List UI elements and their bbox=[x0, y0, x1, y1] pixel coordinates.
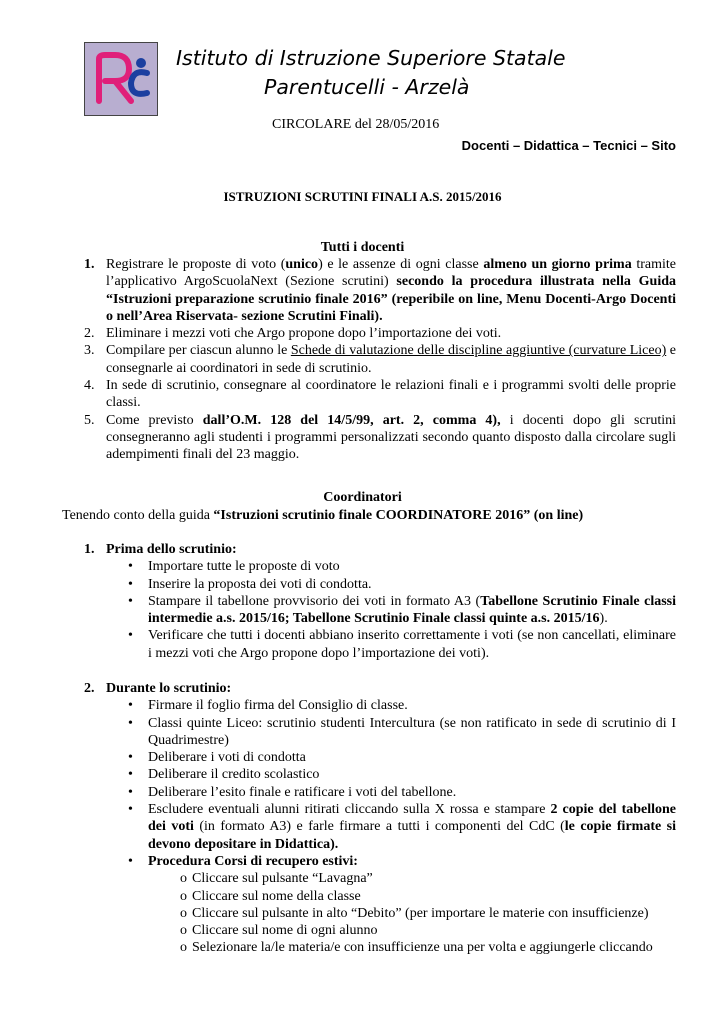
bullet-icon: • bbox=[128, 628, 133, 644]
bullet-item bbox=[84, 627, 676, 662]
circle-bullet-icon: o bbox=[180, 940, 187, 956]
text-run: Inserire la proposta dei voti di condotta. bbox=[148, 576, 372, 592]
docenti-list-item bbox=[84, 256, 676, 325]
text-run: (in formato A3) e farle firmare a tutti i componenti del CdC ( bbox=[193, 819, 565, 835]
bullet-item bbox=[84, 593, 676, 628]
sub-bullet-text: Cliccare sul nome della classe bbox=[192, 888, 361, 904]
section-title-text: Prima dello scrutinio: bbox=[106, 542, 237, 557]
text-run: Tabellone Scrutinio Finale classi intermedie a.s. 2015/16; Tabellone Scrutinio Finale classi quinte a.s. 2015/16 bbox=[148, 593, 676, 627]
bullet-icon: • bbox=[128, 593, 133, 609]
circle-bullet-icon: o bbox=[180, 923, 187, 939]
circle-bullet-icon: o bbox=[180, 905, 187, 921]
bullet-icon: • bbox=[128, 559, 133, 575]
text-run: In sede di scrutinio, consegnare al coordinatore le relazioni finali e i programmi svolti delle proprie classi. bbox=[106, 378, 676, 411]
sub-bullet-text: Cliccare sul nome di ogni alunno bbox=[192, 923, 378, 939]
bullet-icon: • bbox=[128, 784, 133, 800]
circolare-date: CIRCOLARE del 28/05/2016 bbox=[272, 117, 440, 132]
text-run: Classi quinte Liceo: scrutinio studenti Intercultura (se non ratificato in sede di scrutinio di I Quadrimestre) bbox=[148, 715, 676, 748]
bullet-icon: • bbox=[128, 853, 133, 869]
text-run: “Istruzioni scrutinio finale COORDINATORE 2016” (on line) bbox=[213, 508, 584, 523]
docenti-list-item bbox=[84, 325, 676, 342]
text-run: Firmare il foglio firma del Consiglio di classe. bbox=[148, 698, 408, 714]
bullet-icon: • bbox=[128, 576, 133, 592]
bullet-item bbox=[84, 784, 676, 801]
text-run: Deliberare i voti di condotta bbox=[148, 750, 306, 766]
document-title: ISTRUZIONI SCRUTINI FINALI A.S. 2015/2016 bbox=[223, 189, 502, 204]
sub-bullet-item bbox=[84, 939, 676, 956]
bullet-icon: • bbox=[128, 715, 133, 731]
bullet-list bbox=[84, 558, 676, 662]
institute-name bbox=[176, 44, 566, 102]
text-run: Eliminare i mezzi voti che Argo propone dopo l’importazione dei voti. bbox=[106, 326, 502, 342]
text-run: e consegnarle ai coordinatori in sede di scrutinio. bbox=[106, 343, 676, 376]
sub-bullet-item bbox=[84, 870, 676, 887]
text-run: Registrare le proposte di voto ( bbox=[106, 257, 286, 272]
bullet-icon: • bbox=[128, 698, 133, 714]
bullet-item bbox=[84, 853, 676, 870]
text-run: ) e le assenze di ogni classe bbox=[318, 257, 484, 272]
bullet-item bbox=[84, 801, 676, 853]
text-run: Importare tutte le proposte di voto bbox=[148, 559, 340, 575]
list-number: 4. bbox=[84, 378, 95, 394]
bullet-item bbox=[84, 715, 676, 750]
bullet-icon: • bbox=[128, 750, 133, 766]
bullet-list bbox=[84, 697, 676, 870]
section-number: 2. bbox=[84, 681, 95, 696]
text-run: Stampare il tabellone provvisorio dei voti in formato A3 ( bbox=[148, 593, 481, 609]
bullet-item bbox=[84, 749, 676, 766]
list-number: 3. bbox=[84, 343, 95, 359]
text-run: i docenti dopo gli scrutini consegneranno agli studenti i programmi personalizzati secondo quanto disposto dalla circolare sugli adempimenti finali del 23 maggio. bbox=[106, 412, 676, 463]
sub-bullet-text: Selezionare la/le materia/e con insufficienze una per volta e aggiungerle cliccando bbox=[192, 940, 653, 956]
text-run: ). bbox=[599, 611, 608, 627]
docenti-list-item bbox=[84, 342, 676, 377]
school-logo bbox=[84, 42, 158, 116]
bullet-icon: • bbox=[128, 802, 133, 818]
text-run: Deliberare il credito scolastico bbox=[148, 767, 320, 783]
list-number: 5. bbox=[84, 412, 95, 428]
bullet-icon: • bbox=[128, 767, 133, 783]
coordinatori-intro bbox=[62, 507, 583, 524]
bullet-item bbox=[84, 697, 676, 714]
text-run: Escludere eventuali alunni ritirati cliccando sulla X rossa e stampare bbox=[148, 802, 551, 818]
docenti-list-item bbox=[84, 377, 676, 412]
text-run: dall’O.M. 128 del 14/5/99, art. 2, comma 4), bbox=[202, 412, 501, 428]
institute-line1: Istituto di Istruzione Superiore Statale bbox=[176, 46, 566, 70]
sub-bullet-item bbox=[84, 888, 676, 905]
institute-line2: Parentucelli - Arzelà bbox=[264, 75, 470, 99]
sub-bullet-text: Cliccare sul pulsante “Lavagna” bbox=[192, 871, 373, 887]
text-run: Schede di valutazione delle discipline aggiuntive (curvature Liceo) bbox=[290, 343, 667, 359]
sub-bullet-item bbox=[84, 922, 676, 939]
circle-bullet-icon: o bbox=[180, 888, 187, 904]
section-title-text: Durante lo scrutinio: bbox=[106, 681, 232, 696]
text-run: le copie firmate si devono depositare in Didattica). bbox=[148, 819, 676, 852]
text-run: Compilare per ciascun alunno le bbox=[106, 343, 291, 359]
audience-line: Docenti – Didattica – Tecnici – Sito bbox=[461, 138, 676, 153]
sub-bullet-item bbox=[84, 905, 676, 922]
bullet-item bbox=[84, 558, 676, 575]
coordinatori-section bbox=[84, 541, 676, 662]
text-run: tramite l’applicativo ArgoScuolaNext (Sezione scrutini) bbox=[106, 257, 676, 290]
sub-bullet-list bbox=[84, 870, 676, 956]
text-run: Procedura Corsi di recupero estivi: bbox=[148, 853, 358, 869]
text-run: Deliberare l’esito finale e ratificare i voti del tabellone. bbox=[148, 784, 457, 800]
logo-graphic bbox=[85, 43, 157, 115]
docenti-list bbox=[84, 256, 676, 464]
docenti-list-item bbox=[84, 412, 676, 464]
section-heading-coordinatori: Coordinatori bbox=[323, 490, 402, 505]
bullet-item bbox=[84, 576, 676, 593]
bullet-item bbox=[84, 766, 676, 783]
section-title bbox=[84, 541, 676, 558]
text-run: Come previsto bbox=[106, 412, 203, 428]
logo-dot bbox=[136, 58, 146, 68]
text-run: 2 copie del tabellone dei voti bbox=[148, 802, 677, 835]
section-number: 1. bbox=[84, 542, 95, 557]
section-title bbox=[84, 680, 676, 697]
section-heading-docenti: Tutti i docenti bbox=[320, 240, 405, 255]
coordinatori-section bbox=[84, 680, 676, 957]
list-number: 1. bbox=[84, 257, 95, 272]
circle-bullet-icon: o bbox=[180, 871, 187, 887]
sub-bullet-text: Cliccare sul pulsante in alto “Debito” (per importare le materie con insufficienze) bbox=[192, 905, 649, 921]
list-number: 2. bbox=[84, 326, 95, 342]
text-run: unico bbox=[285, 257, 319, 272]
text-run: almeno un giorno prima bbox=[483, 257, 632, 272]
text-run: Verificare che tutti i docenti abbiano inserito correttamente i voti (se non cancellati, eliminare i mezzi voti che Argo propone dopo l’importazione dei voti). bbox=[148, 628, 676, 661]
text-run: Tenendo conto della guida bbox=[62, 508, 214, 523]
text-run: secondo la procedura illustrata nella Guida “Istruzioni preparazione scrutinio finale 2016” (reperibile on line, Menu Docenti-Argo Docenti o nell’Area Riservata- sezione Scrutini Finali). bbox=[106, 274, 676, 324]
